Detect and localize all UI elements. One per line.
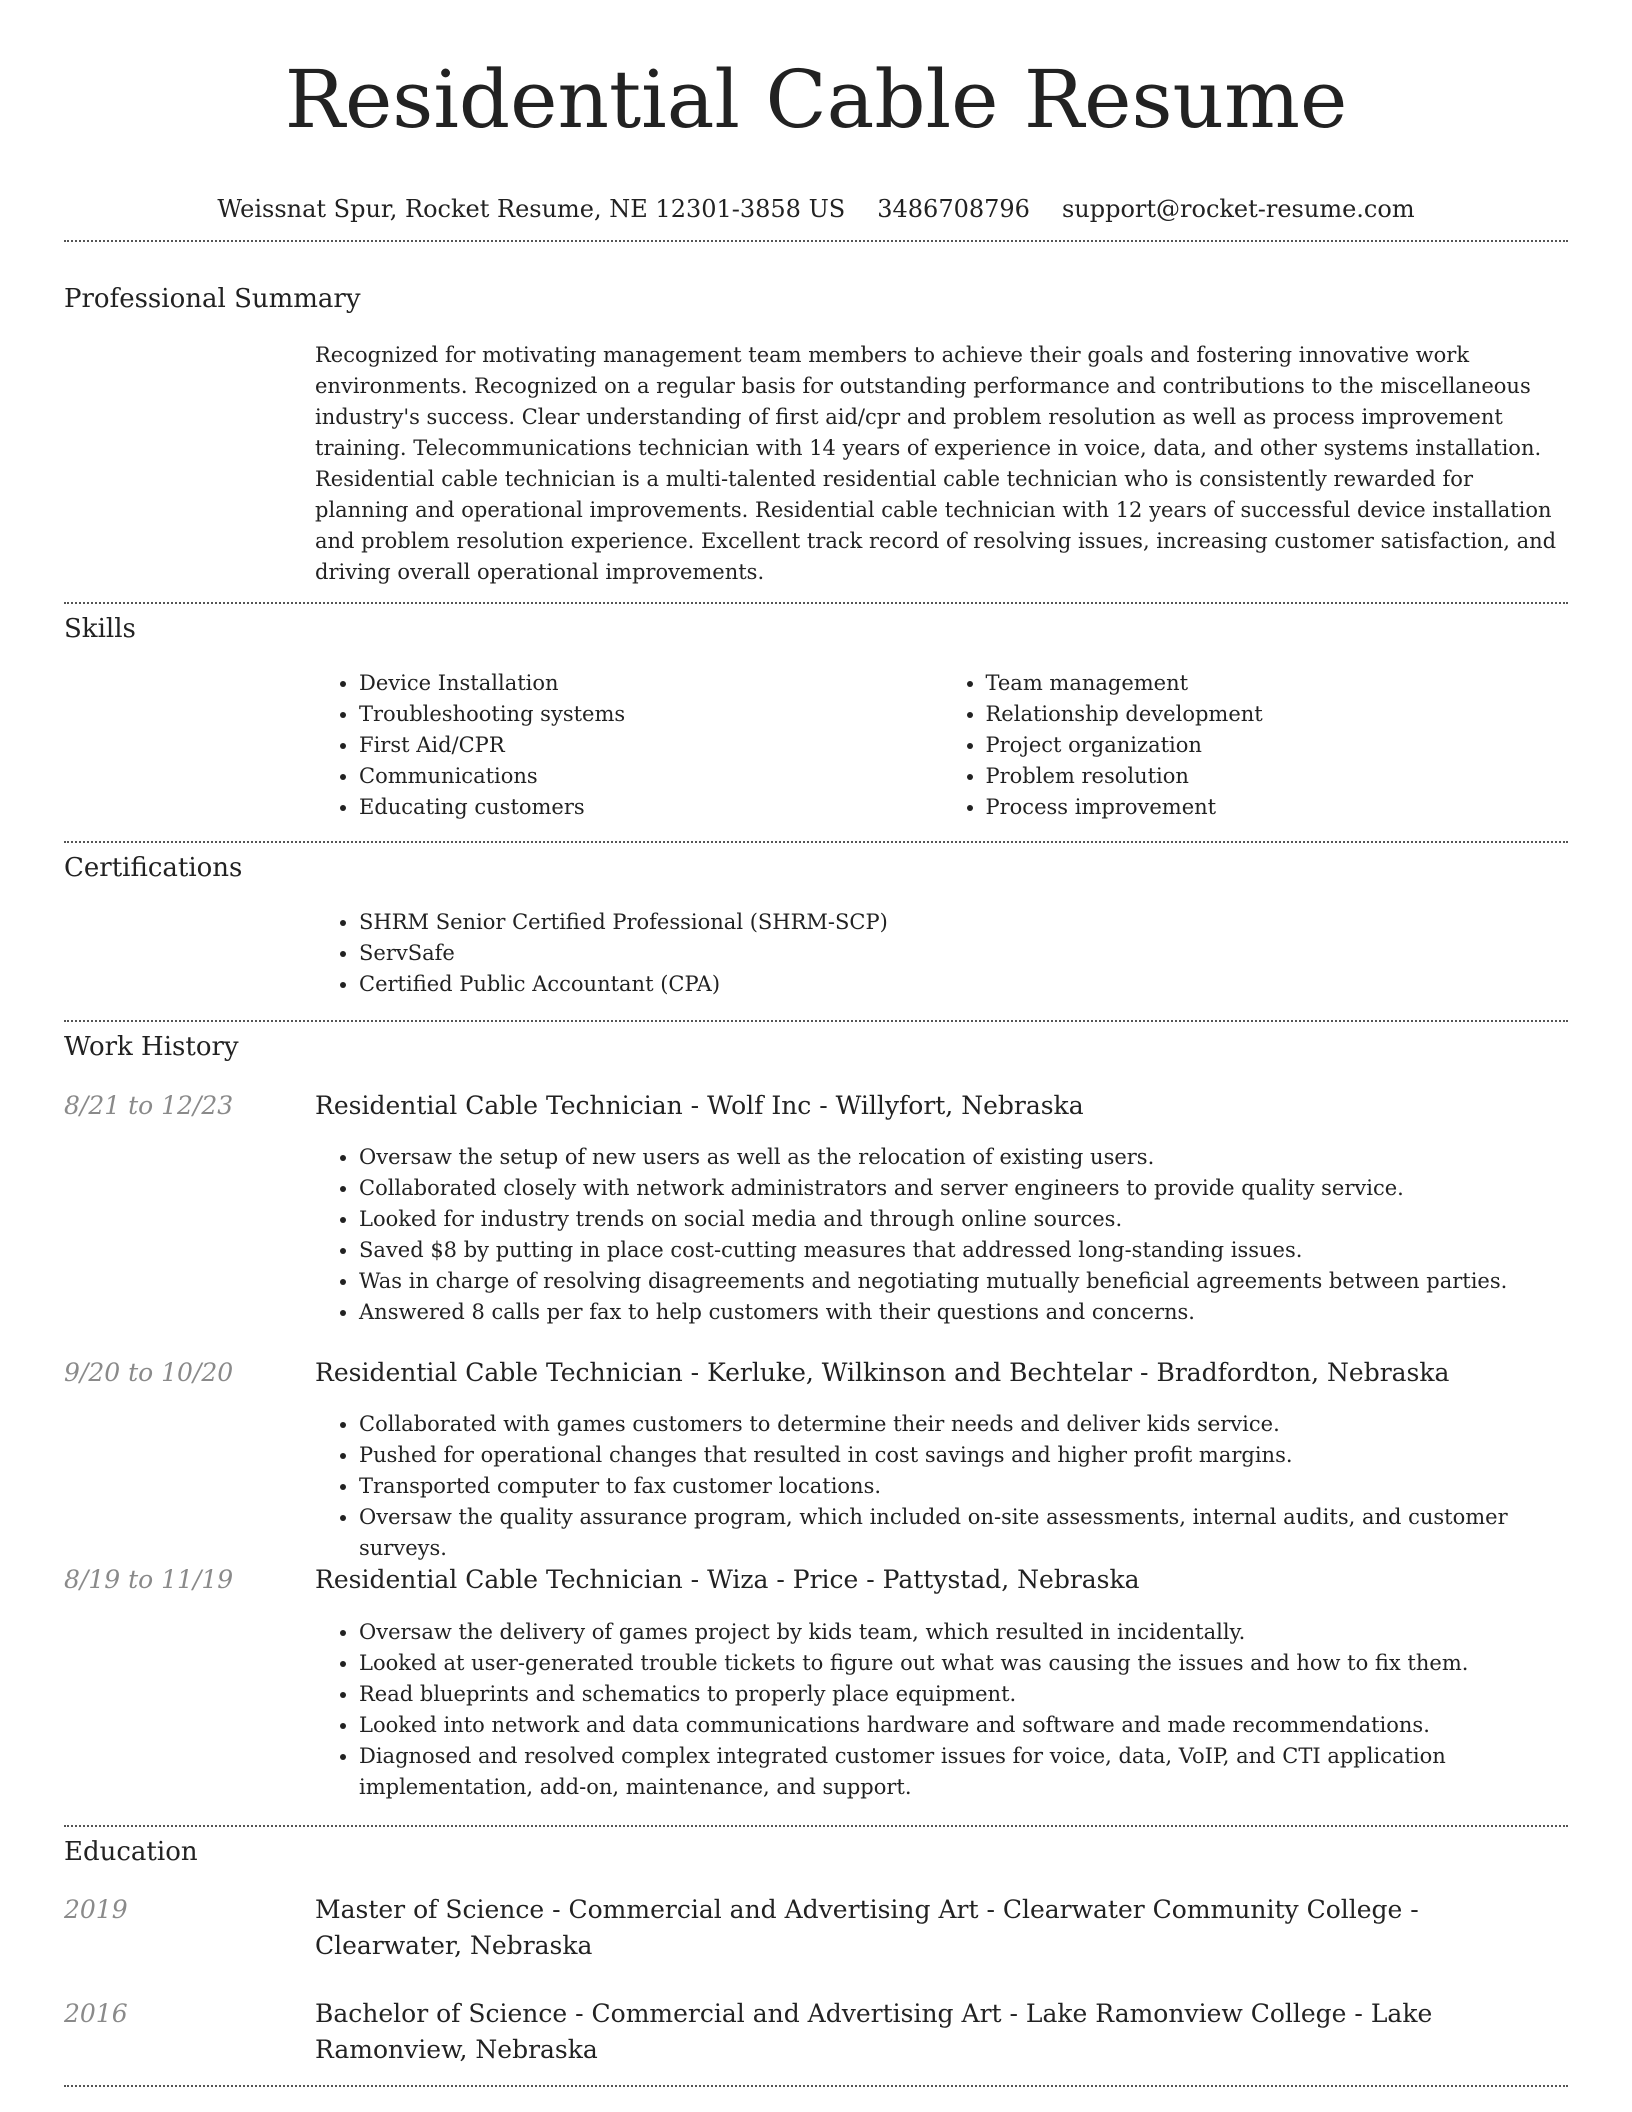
certification-item: • SHRM Senior Certified Professional (SHRM-SCP): [359, 907, 1568, 938]
job-bullet: • Oversaw the quality assurance program, which included on-site assessments, internal audits, and customer surveys.: [359, 1502, 1568, 1564]
section-title-certifications: Certifications: [64, 853, 243, 883]
education-year: 2019: [64, 1895, 128, 1924]
skills-list: [315, 668, 1568, 823]
job-dates: 9/20 to 10/20: [64, 1358, 234, 1387]
job-bullets: [315, 1617, 1568, 1803]
summary-text: Recognized for motivating management team members to achieve their goals and fostering innovative work environments. Recognized on a regular basis for outstanding performance and contributions to the miscellaneous industry's success. Clear understanding of first aid/cpr and problem resolution as well as process improvement training. Telecommunications technician with 14 years of experience in voice, data, and other systems installation. Residential cable technician is a multi-talented residential cable technician who is consistently rewarded for planning and operational improvements. Residential cable technician with 12 years of successful device installation and problem resolution experience. Excellent track record of resolving issues, increasing customer satisfaction, and driving overall operational improvements.: [315, 343, 1557, 584]
job-bullet: • Pushed for operational changes that resulted in cost savings and higher profit margins.: [359, 1440, 1568, 1471]
job-bullet: • Looked at user-generated trouble tickets to figure out what was causing the issues and how to fix them.: [359, 1648, 1568, 1679]
skill-item: • Device Installation: [359, 668, 942, 699]
contact-address: Weissnat Spur, Rocket Resume, NE 12301-3858 US: [217, 195, 846, 223]
skills-column-left: [315, 668, 942, 823]
divider: [64, 841, 1568, 843]
job-title: Residential Cable Technician - Wiza - Price - Pattystad, Nebraska: [315, 1565, 1140, 1594]
divider: [64, 2085, 1568, 2087]
job-bullet: • Diagnosed and resolved complex integrated customer issues for voice, data, VoIP, and CTI application implementation, add-on, maintenance, and support.: [359, 1741, 1568, 1803]
skill-item: • Problem resolution: [986, 761, 1569, 792]
job-bullet: • Saved $8 by putting in place cost-cutting measures that addressed long-standing issues.: [359, 1235, 1568, 1266]
skill-item: • Team management: [986, 668, 1569, 699]
job-title: Residential Cable Technician - Wolf Inc - Willyfort, Nebraska: [315, 1091, 1084, 1120]
skills-column-right: [942, 668, 1569, 823]
job-bullet: • Answered 8 calls per fax to help customers with their questions and concerns.: [359, 1297, 1568, 1328]
resume-header: [0, 0, 1632, 224]
page-title: Residential Cable Resume: [284, 53, 1348, 146]
job-bullets: [315, 1409, 1568, 1564]
education-title: Master of Science - Commercial and Advertising Art - Clearwater Community College - Clearwater, Nebraska: [315, 1895, 1419, 1960]
skill-item: • Relationship development: [986, 699, 1569, 730]
job-bullet: • Looked into network and data communications hardware and software and made recommendations.: [359, 1710, 1568, 1741]
contact-email: support@rocket-resume.com: [1061, 195, 1415, 223]
skill-item: • Educating customers: [359, 792, 942, 823]
divider: [64, 602, 1568, 604]
section-title-work-history: Work History: [64, 1032, 239, 1062]
job-bullet: • Oversaw the delivery of games project by kids team, which resulted in incidentally.: [359, 1617, 1568, 1648]
skill-item: • Process improvement: [986, 792, 1569, 823]
job-bullet: • Was in charge of resolving disagreements and negotiating mutually beneficial agreements between parties.: [359, 1266, 1568, 1297]
job-bullet: • Looked for industry trends on social media and through online sources.: [359, 1204, 1568, 1235]
job-bullet: • Read blueprints and schematics to properly place equipment.: [359, 1679, 1568, 1710]
divider: [64, 240, 1568, 242]
job-title: Residential Cable Technician - Kerluke, Wilkinson and Bechtelar - Bradfordton, Nebraska: [315, 1358, 1450, 1387]
skill-item: • Project organization: [986, 730, 1569, 761]
job-bullet: • Oversaw the setup of new users as well as the relocation of existing users.: [359, 1142, 1568, 1173]
divider: [64, 1020, 1568, 1022]
summary-body: [315, 340, 1568, 588]
job-bullet: • Transported computer to fax customer locations.: [359, 1471, 1568, 1502]
divider: [64, 1825, 1568, 1827]
education-title: Bachelor of Science - Commercial and Advertising Art - Lake Ramonview College - Lake Ramonview, Nebraska: [315, 1999, 1433, 2064]
skill-item: • Communications: [359, 761, 942, 792]
education-year: 2016: [64, 1999, 128, 2028]
job-bullet: • Collaborated with games customers to determine their needs and deliver kids service.: [359, 1409, 1568, 1440]
section-title-education: Education: [64, 1837, 198, 1867]
job-dates: 8/21 to 12/23: [64, 1091, 234, 1120]
job-bullets: [315, 1142, 1568, 1328]
section-title-summary: Professional Summary: [64, 284, 361, 314]
certifications-list: [315, 907, 1568, 1000]
contact-line: [0, 194, 1632, 224]
skill-item: • Troubleshooting systems: [359, 699, 942, 730]
certification-item: • ServSafe: [359, 938, 1568, 969]
certification-item: • Certified Public Accountant (CPA): [359, 969, 1568, 1000]
section-title-skills: Skills: [64, 614, 136, 644]
contact-phone: 3486708796: [877, 195, 1030, 223]
job-dates: 8/19 to 11/19: [64, 1565, 234, 1594]
job-bullet: • Collaborated closely with network administrators and server engineers to provide quality service.: [359, 1173, 1568, 1204]
skill-item: • First Aid/CPR: [359, 730, 942, 761]
